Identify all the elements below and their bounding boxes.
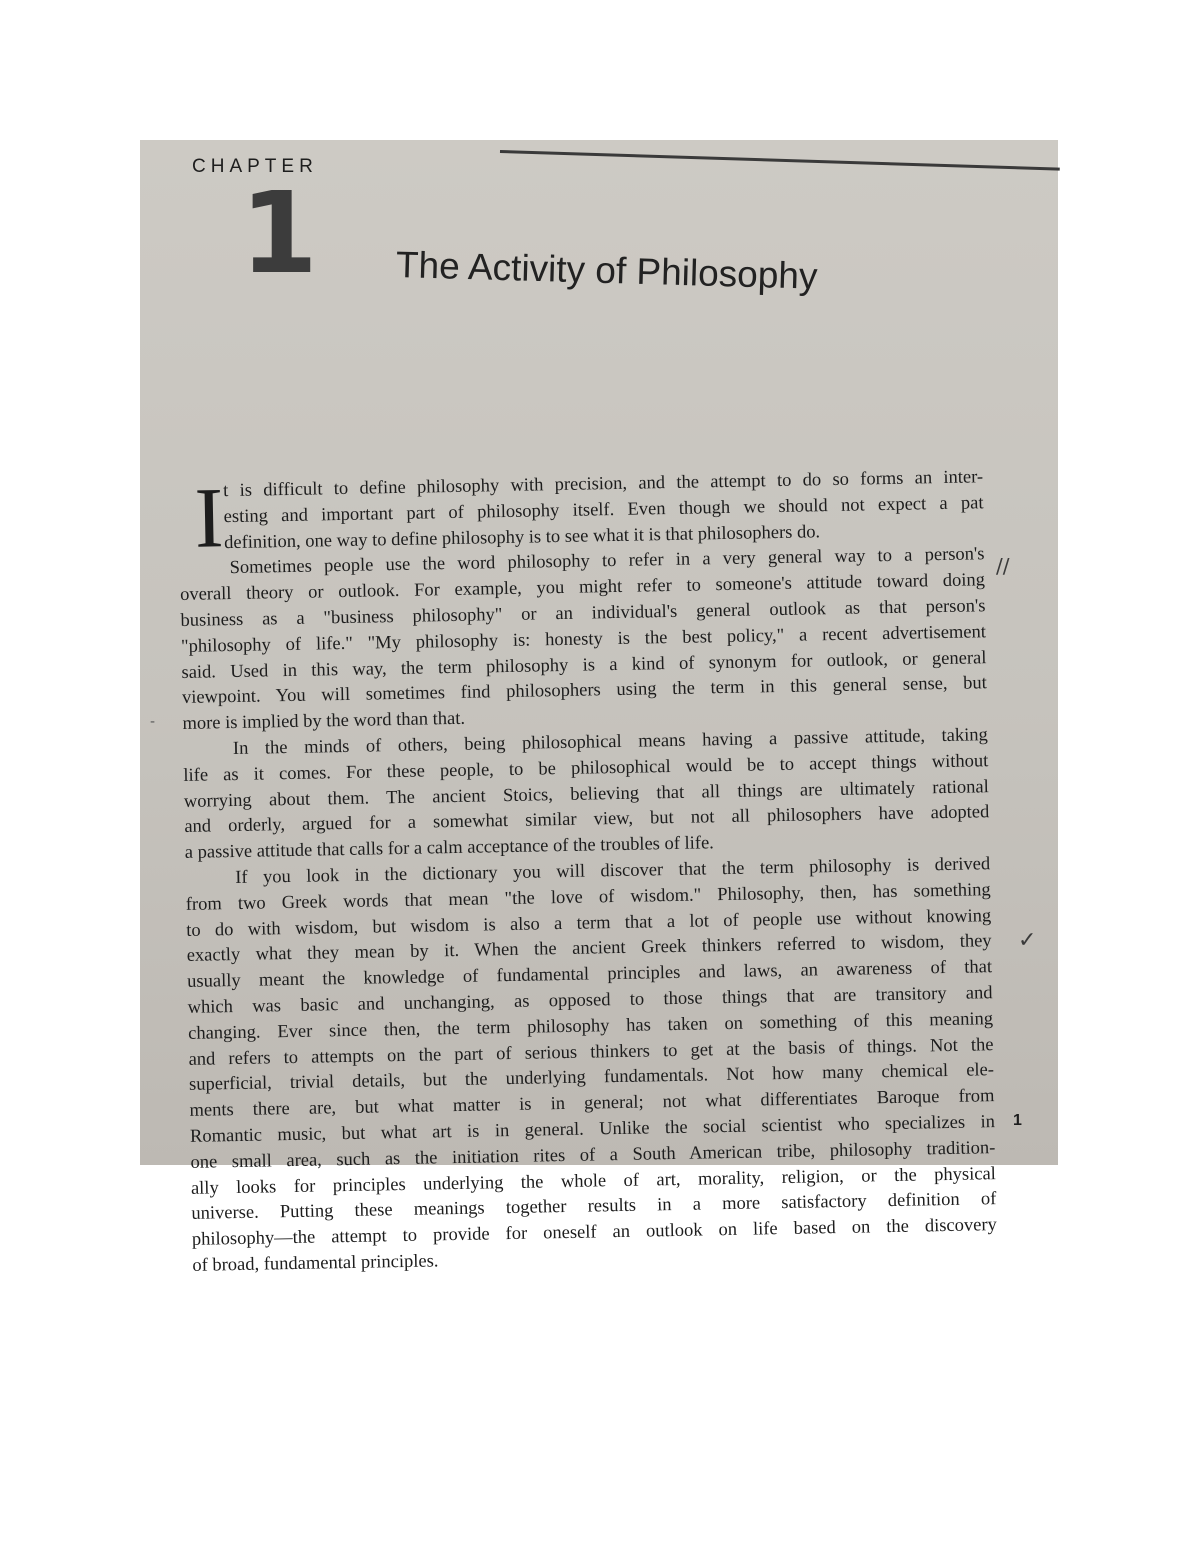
- text-line: esting and important part of philosophy itself. Even though we should not expect a pat: [223, 493, 984, 527]
- text-line: overall theory or outlook. For example, you might refer to someone's attitude toward doing: [179, 570, 986, 606]
- dropcap: I: [193, 469, 225, 566]
- text-line: "philosophy of life." "My philosophy is: honesty is the best policy," a recent advertisement: [180, 622, 987, 657]
- text-line: more is implied by the word than that.: [182, 708, 466, 735]
- text-line: ally looks for principles underlying the whole of art, morality, religion, or the physical: [190, 1163, 997, 1199]
- text-line: exactly what they mean by it. When the ancient Greek thinkers referred to wisdom, they: [186, 931, 992, 967]
- text-line: viewpoint. You will sometimes find philosophers using the term in this general sense, but: [181, 673, 988, 709]
- handwritten-slash-mark: //: [996, 554, 1010, 578]
- text-line: which was basic and unchanging, as opposed to those things that are transitory and: [187, 983, 993, 1018]
- text-line: Romantic music, but what art is in general. Unlike the social scientist who specializes in: [189, 1112, 996, 1147]
- text-line: philosophy—the attempt to provide for oneself an outlook on life based on the discovery: [191, 1215, 997, 1250]
- margin-dash: -: [150, 714, 156, 730]
- text-line: and refers to attempts on the part of serious thinkers to get at the basis of things. Not the: [188, 1034, 994, 1070]
- text-line: If you look in the dictionary you will discover that the term philosophy is derived: [235, 854, 991, 888]
- text-line: ments there are, but what matter is in general; not what differentiates Baroque from: [189, 1086, 995, 1122]
- chapter-rule: [500, 150, 1060, 171]
- text-line: said. Used in this way, the term philosophy is a kind of synonym for outlook, or general: [181, 647, 987, 683]
- text-line: a passive attitude that calls for a calm acceptance of the troubles of life.: [184, 833, 715, 864]
- text-line: usually meant the knowledge of fundamental principles and laws, an awareness of that: [187, 957, 993, 993]
- chapter-label: CHAPTER: [192, 156, 318, 177]
- body-text: [178, 465, 998, 1279]
- book-page-photo: [140, 140, 1058, 1276]
- text-line: In the minds of others, being philosophical means having a passive attitude, taking: [232, 725, 988, 760]
- text-line: changing. Ever since then, the term philosophy has taken on something of this meaning: [187, 1008, 994, 1044]
- text-line: one small area, such as the initiation rites of a South American tribe, philosophy tradition-: [190, 1137, 996, 1173]
- text-line: life as it comes. For these people, to be philosophical would be to accept things without: [183, 750, 989, 786]
- page-number: 1: [1013, 1112, 1022, 1129]
- chapter-title: The Activity of Philosophy: [395, 244, 819, 297]
- handwritten-check-mark: ✓: [1018, 928, 1037, 953]
- text-line: worrying about them. The ancient Stoics, believing that all things are ultimately rational: [183, 776, 989, 812]
- text-line: t is difficult to define philosophy with precision, and the attempt to do so forms an inter-: [223, 467, 984, 502]
- text-line: Sometimes people use the word philosophy to refer in a very general way to a person's: [229, 544, 985, 579]
- text-line: to do with wisdom, but wisdom is also a term that a lot of people use without knowing: [186, 905, 992, 941]
- text-line: superficial, trivial details, but the underlying fundamentals. Not how many chemical ele-: [188, 1060, 995, 1096]
- text-line: universe. Putting these meanings together results in a more satisfactory definition of: [191, 1189, 997, 1225]
- chapter-number: 1: [240, 169, 318, 299]
- text-line: from two Greek words that mean "the love of wisdom." Philosophy, then, has something: [185, 879, 991, 915]
- text-line: business as a "business philosophy" or an individual's general outlook as that person's: [180, 596, 986, 631]
- text-line: of broad, fundamental principles.: [192, 1251, 439, 1276]
- text-line: definition, one way to define philosophy is to see what it is that philosophers do.: [223, 521, 821, 553]
- text-line: and orderly, argued for a somewhat similar view, but not all philosophers have adopted: [184, 802, 990, 838]
